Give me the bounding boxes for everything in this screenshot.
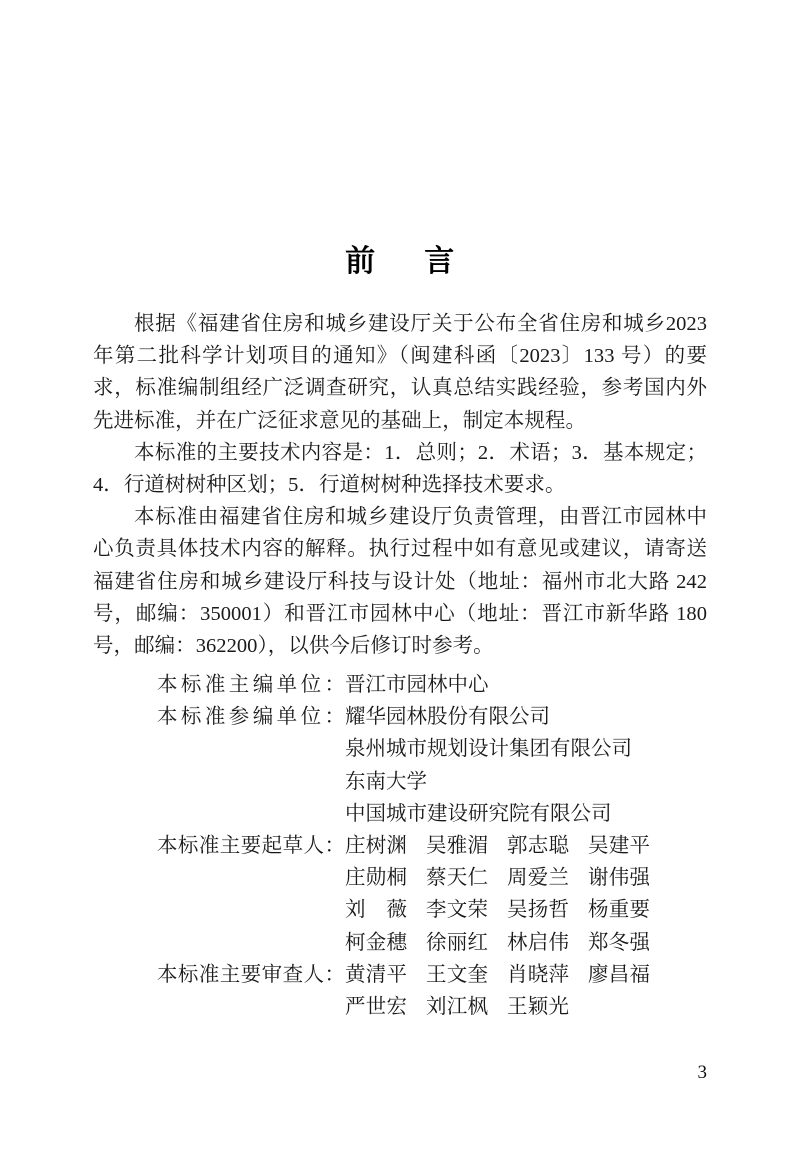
credit-person-name: 庄勋桐: [345, 867, 407, 890]
credit-person-row: [345, 862, 707, 894]
credit-organization: 耀华园林股份有限公司: [345, 706, 550, 729]
credit-person-name: 王文奎: [426, 963, 488, 986]
credit-person-name: 徐丽红: [426, 931, 488, 954]
credit-person-name: 林启伟: [507, 931, 569, 954]
credit-label: 本标准主要审查人：: [157, 963, 345, 986]
credit-row: [93, 959, 707, 991]
credit-row: [93, 766, 707, 798]
credit-person-name: 郭志聪: [507, 834, 569, 857]
credit-row: [93, 669, 707, 701]
credit-label: 本标准参编单位：: [157, 706, 345, 729]
credit-row: [93, 894, 707, 926]
credit-person-name: 杨重要: [588, 899, 650, 922]
credit-person-row: [345, 927, 707, 959]
credit-person-row: [345, 959, 707, 991]
credit-person-name: 庄树渊: [345, 834, 407, 857]
credit-person-name: 严世宏: [345, 995, 407, 1018]
credit-person-name: 郑冬强: [588, 931, 650, 954]
credit-person-name: 廖昌福: [588, 963, 650, 986]
credit-row: [93, 733, 707, 765]
credit-row: [93, 701, 707, 733]
credit-organization: 泉州城市规划设计集团有限公司: [345, 738, 632, 761]
credit-row: [93, 798, 707, 830]
credit-row: [93, 927, 707, 959]
credit-person-row: [345, 894, 707, 926]
page-title: 前 言: [345, 245, 455, 279]
credit-person-row: [345, 830, 707, 862]
credit-row: [93, 991, 707, 1023]
credit-person-name: 李文荣: [426, 899, 488, 922]
credit-person-name: 王颖光: [507, 995, 569, 1018]
credit-person-name: 黄清平: [345, 963, 407, 986]
paragraph-administration: 本标准由福建省住房和城乡建设厅负责管理，由晋江市园林中心负责具体技术内容的解释。执行过程中如有意见或建议，请寄送福建省住房和城乡建设厅科技与设计处（地址：福州市北大路 242 号，邮编：350001）和晋江市园林中心（地址：晋江市新华路 180 号，邮编：362200），以供今后修订时参考。: [93, 506, 707, 658]
credit-person-name: 谢伟强: [588, 867, 650, 890]
credit-organization: 晋江市园林中心: [345, 674, 489, 696]
credit-person-name: 吴建平: [588, 834, 650, 857]
credits-list: [93, 669, 707, 1023]
credit-person-name: 刘江枫: [426, 995, 488, 1018]
credit-person-row: [345, 991, 707, 1023]
paragraph-contents: 本标准的主要技术内容是：1．总则；2．术语；3．基本规定；4．行道树树种区划；5．行道树树种选择技术要求。: [93, 441, 707, 497]
credit-label: 本标准主要起草人：: [157, 834, 345, 857]
credit-person-name: 蔡天仁: [426, 867, 488, 890]
credit-organization: 中国城市建设研究院有限公司: [345, 802, 612, 825]
body-text-block: [93, 308, 707, 662]
credit-row: [93, 862, 707, 894]
credit-row: [93, 830, 707, 862]
credit-person-name: 周爱兰: [507, 867, 569, 890]
page-number: 3: [697, 1062, 707, 1083]
credit-person-name: 柯金穗: [345, 931, 407, 954]
credit-person-name: 肖晓萍: [507, 963, 569, 986]
credit-person-name: 吴雅湄: [426, 834, 488, 857]
credit-person-name: 吴扬哲: [507, 899, 569, 922]
paragraph-basis: 根据《福建省住房和城乡建设厅关于公布全省住房和城乡2023 年第二批科学计划项目的通知》（闽建科函〔2023〕133 号）的要求，标准编制组经广泛调查研究，认真总结实践经验，参考国内外先进标准，并在广泛征求意见的基础上，制定本规程。: [93, 313, 707, 432]
credit-label: 本标准主编单位：: [157, 674, 345, 696]
credit-person-name: 刘 薇: [345, 899, 407, 922]
credit-organization: 东南大学: [345, 770, 427, 793]
